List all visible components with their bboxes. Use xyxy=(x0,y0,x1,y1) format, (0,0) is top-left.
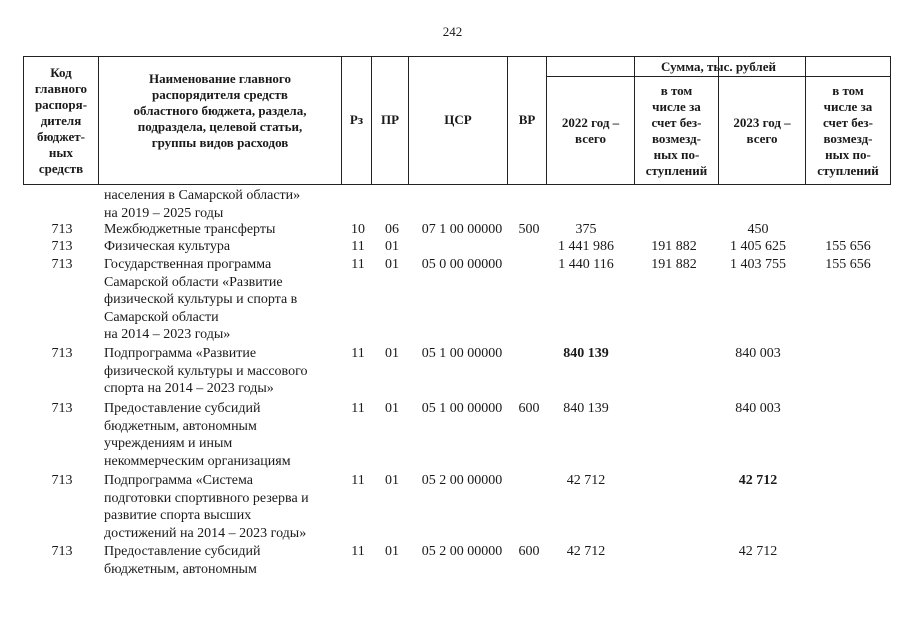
row-code: 713 xyxy=(51,401,73,416)
row-rz: 11 xyxy=(351,239,365,254)
row-sum-2022: 1 441 986 xyxy=(558,239,614,254)
header-2022-incl: в том числе за счет без- возмезд- ных по- ступлений xyxy=(645,82,708,178)
header-code xyxy=(24,59,98,183)
row-code: 713 xyxy=(51,346,73,361)
header-2023-total: 2023 год – всего xyxy=(733,114,791,146)
row-csr: 05 2 00 00000 xyxy=(421,473,503,488)
row-sum-2022-incl: 191 882 xyxy=(651,257,697,272)
row-sum-2023: 450 xyxy=(747,222,769,237)
header-code-lines: Код главного распоря- дителя бюджет- ных средств xyxy=(34,65,88,176)
row-csr: 05 1 00 00000 xyxy=(421,346,503,361)
table-header xyxy=(23,56,891,186)
row-sum-2022: 840 139 xyxy=(563,401,609,416)
row-name: Межбюджетные трансферты xyxy=(104,222,276,237)
header-pr: ПР xyxy=(380,112,400,127)
row-vr: 600 xyxy=(518,544,540,559)
row-csr: 05 0 00 00000 xyxy=(421,257,503,272)
header-vr: ВР xyxy=(518,112,536,127)
row-csr: 07 1 00 00000 xyxy=(421,222,503,237)
row-name: Подпрограмма «Развитие физической культуры и массового спорта на 2014 – 2023 годы» xyxy=(104,346,308,396)
row-rz: 10 xyxy=(351,222,365,237)
row-sum-2023: 840 003 xyxy=(735,346,781,361)
row-code: 713 xyxy=(51,257,73,272)
row-sum-2022-incl: 191 882 xyxy=(651,239,697,254)
row-sum-2022: 1 440 116 xyxy=(558,257,614,272)
row-code: 713 xyxy=(51,544,73,559)
row-pr: 01 xyxy=(385,473,399,488)
row-code: 713 xyxy=(51,239,73,254)
header-rz: Рз xyxy=(349,112,364,127)
header-sum: Сумма, тыс. рублей xyxy=(661,59,776,74)
row-rz: 11 xyxy=(351,544,365,559)
header-2022-total: 2022 год – всего xyxy=(561,114,620,146)
row-pr: 01 xyxy=(385,239,399,254)
row-pr: 01 xyxy=(385,257,399,272)
row-sum-2022: 375 xyxy=(575,222,597,237)
row-name: Подпрограмма «Система подготовки спортивного резерва и развитие спорта высших достижений на 2014 – 2023 годы» xyxy=(104,473,309,541)
row-rz: 11 xyxy=(351,401,365,416)
header-csr: ЦСР xyxy=(444,112,472,127)
row-vr: 500 xyxy=(518,222,540,237)
row-pr: 01 xyxy=(385,544,399,559)
row-name: Государственная программа Самарской области «Развитие физической культуры и спорта в Самарской области на 2014 – 2023 годы» xyxy=(104,257,298,342)
row-sum-2023: 42 712 xyxy=(738,544,778,559)
row-sum-2022: 42 712 xyxy=(566,473,606,488)
row-csr: 05 2 00 00000 xyxy=(421,544,503,559)
row-sum-2022: 42 712 xyxy=(566,544,606,559)
row-sum-2023: 1 405 625 xyxy=(730,239,786,254)
row-rz: 11 xyxy=(351,346,365,361)
row-code: 713 xyxy=(51,222,73,237)
row-name: Предоставление субсидий бюджетным, автономным учреждениям и иным некоммерческим организациям xyxy=(104,401,291,469)
row-code: 713 xyxy=(51,473,73,488)
row-name: населения в Самарской области» на 2019 – 2025 годы xyxy=(104,188,301,221)
row-pr: 01 xyxy=(385,346,399,361)
row-sum-2022: 840 139 xyxy=(563,346,609,361)
row-pr: 06 xyxy=(385,222,399,237)
row-sum-2023-incl: 155 656 xyxy=(825,239,871,254)
row-csr: 05 1 00 00000 xyxy=(421,401,503,416)
page-number: 242 xyxy=(442,24,463,39)
row-sum-2023: 42 712 xyxy=(738,473,778,488)
row-vr: 600 xyxy=(518,401,540,416)
row-rz: 11 xyxy=(351,257,365,272)
row-sum-2023: 1 403 755 xyxy=(730,257,786,272)
row-sum-2023: 840 003 xyxy=(735,401,781,416)
row-name: Предоставление субсидий бюджетным, автономным xyxy=(104,544,261,577)
row-rz: 11 xyxy=(351,473,365,488)
header-name: Наименование главного распорядителя средств областного бюджета, раздела, подраздела, целевой статьи, группы видов расходов xyxy=(133,71,307,150)
row-name: Физическая культура xyxy=(104,239,231,254)
row-sum-2023-incl: 155 656 xyxy=(825,257,871,272)
header-2023-incl: в том числе за счет без- возмезд- ных по- ступлений xyxy=(817,82,879,178)
row-pr: 01 xyxy=(385,401,399,416)
